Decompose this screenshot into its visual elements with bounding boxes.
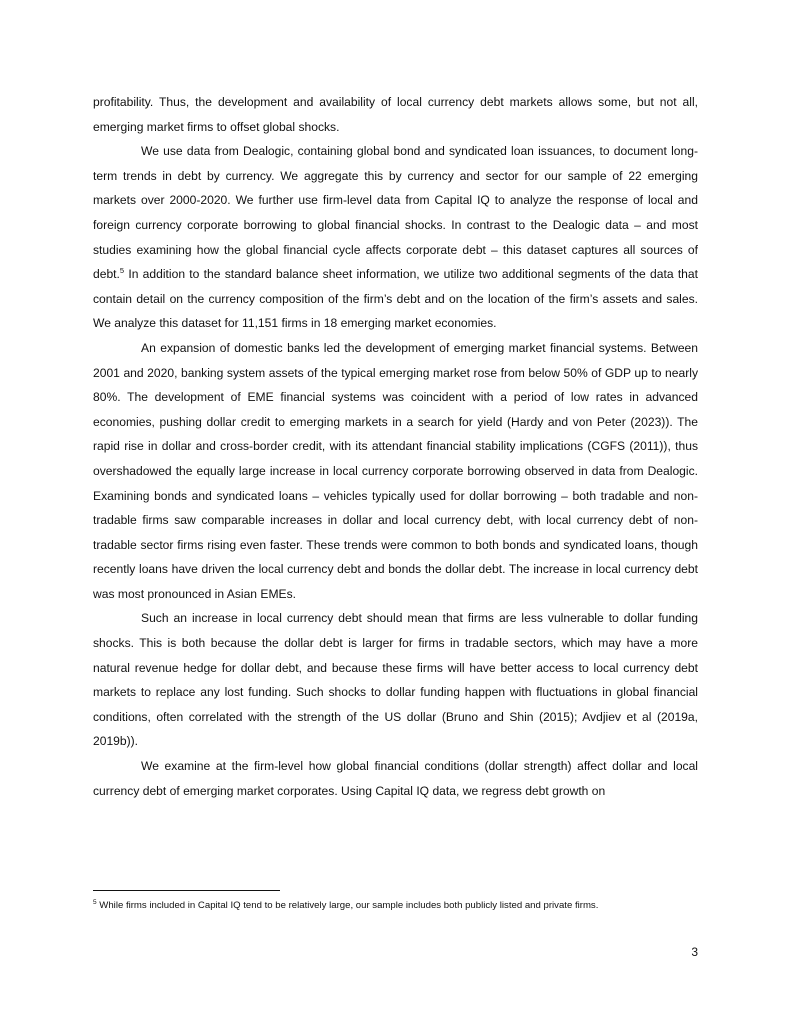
footnote-text: While firms included in Capital IQ tend to be relatively large, our sample includes both publicly listed and private firms. (96, 900, 599, 911)
footnote-marker: 5 (119, 266, 125, 276)
footnote (93, 899, 698, 914)
body-text (93, 90, 698, 803)
paragraph-dollar-funding: Such an increase in local currency debt should mean that firms are less vulnerable to dollar funding shocks. This is both because the dollar debt is larger for firms in tradable sectors, which may have a more natural revenue hedge for dollar debt, and because these firms will have better access to local currency debt markets to replace any lost funding. Such shocks to dollar funding happen with fluctuations in global financial conditions, often correlated with the strength of the US dollar (Bruno and Shin (2015); Avdjiev et al (2019a, 2019b)). (93, 611, 698, 749)
page-number: 3 (691, 945, 698, 959)
footnote-number: 5 (93, 898, 97, 906)
paragraph-data-sources (93, 139, 698, 336)
paragraph-data-sources-part1: We use data from Dealogic, containing global bond and syndicated loan issuances, to document long-term trends in debt by currency. We aggregate this by currency and sector for our sample of 22 emerging markets over 2000-2020. We further use firm-level data from Capital IQ to analyze the response of local and foreign currency corporate borrowing to global financial shocks. In contrast to the Dealogic data – and most studies examining how the global financial cycle affects corporate debt – this dataset captures all sources of debt. (93, 144, 698, 282)
footnote-divider (93, 890, 280, 891)
paragraph-continuation: profitability. Thus, the development and availability of local currency debt markets allows some, but not all, emerging market firms to offset global shocks. (93, 95, 698, 134)
paragraph-firm-level: We examine at the firm-level how global financial conditions (dollar strength) affect dollar and local currency debt of emerging market corporates. Using Capital IQ data, we regress debt growth on (93, 759, 698, 798)
paragraph-data-sources-part2: In addition to the standard balance sheet information, we utilize two additional segments of the data that contain detail on the currency composition of the firm’s debt and on the location of the firm’s assets and sales. We analyze this dataset for 11,151 firms in 18 emerging market economies. (93, 267, 698, 331)
paragraph-domestic-banks: An expansion of domestic banks led the development of emerging market financial systems. Between 2001 and 2020, banking system assets of the typical emerging market rose from below 50% of GDP up to nearly 80%. The development of EME financial systems was coincident with a period of low rates in advanced economies, pushing dollar credit to emerging markets in a search for yield (Hardy and von Peter (2023)). The rapid rise in dollar and cross-border credit, with its attendant financial stability implications (CGFS (2011)), thus overshadowed the equally large increase in local currency corporate borrowing observed in data from Dealogic. Examining bonds and syndicated loans – vehicles typically used for dollar borrowing – both tradable and non-tradable firms saw comparable increases in dollar and local currency debt, with local currency debt of non-tradable sector firms rising even faster. These trends were common to both bonds and syndicated loans, though recently loans have driven the local currency debt and bonds the dollar debt. The increase in local currency debt was most pronounced in Asian EMEs. (93, 340, 698, 601)
